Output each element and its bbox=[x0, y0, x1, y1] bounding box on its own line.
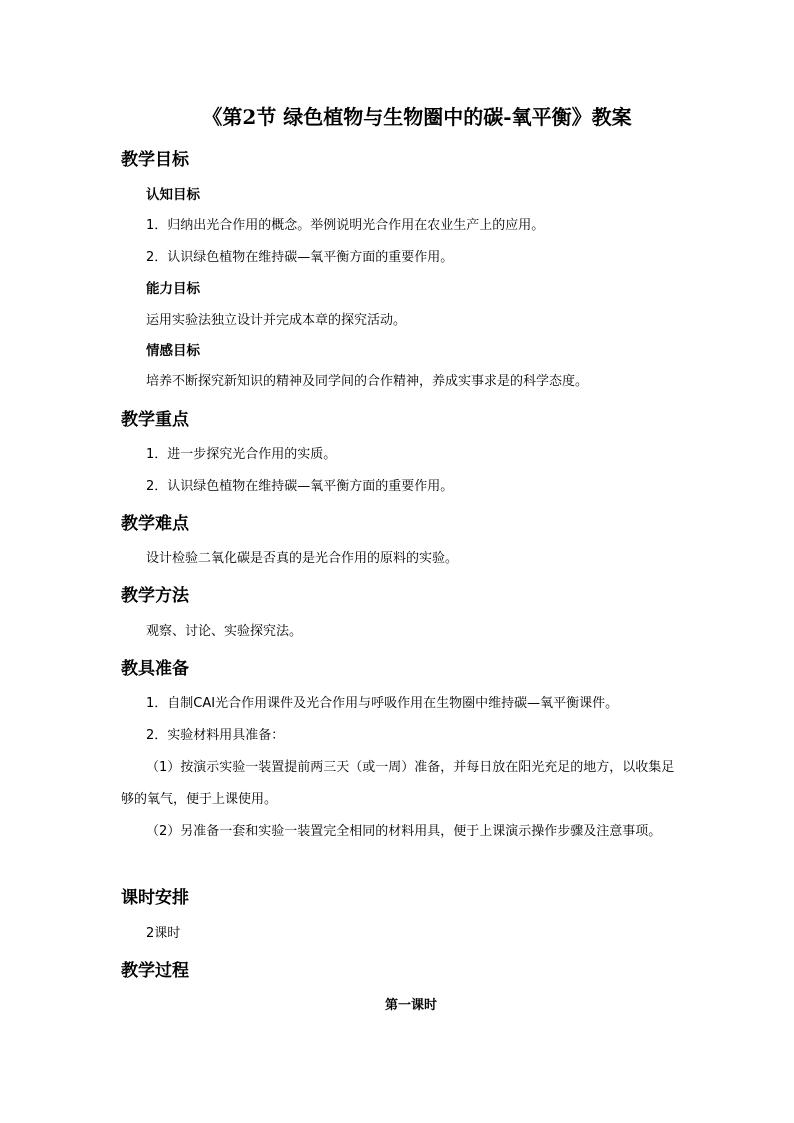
first-lesson-title: 第一课时 bbox=[384, 998, 437, 1013]
materials-item-2: 2．实验材料用具准备： bbox=[146, 728, 285, 743]
emotion-text: 培养不断探究新知识的精神及同学间的合作精神，养成实事求是的科学态度。 bbox=[146, 374, 589, 389]
subheading-cognitive: 认知目标 bbox=[146, 187, 200, 203]
heading-process: 教学过程 bbox=[121, 961, 189, 981]
ability-text: 运用实验法独立设计并完成本章的探究活动。 bbox=[146, 313, 407, 328]
heading-methods: 教学方法 bbox=[121, 586, 189, 606]
schedule-text: 2课时 bbox=[146, 926, 181, 941]
cognitive-item-2: 2．认识绿色植物在维持碳—氧平衡方面的重要作用。 bbox=[146, 250, 454, 265]
materials-item-1: 1．自制CAI光合作用课件及光合作用与呼吸作用在生物圈中维持碳—氧平衡课件。 bbox=[146, 696, 619, 711]
document-title: 《第2节 绿色植物与生物圈中的碳-氧平衡》教案 bbox=[202, 105, 632, 129]
key-point-2: 2．认识绿色植物在维持碳—氧平衡方面的重要作用。 bbox=[146, 479, 454, 494]
subheading-emotion: 情感目标 bbox=[146, 343, 200, 359]
heading-difficulties: 教学难点 bbox=[121, 514, 189, 534]
heading-materials: 教具准备 bbox=[121, 659, 189, 679]
subheading-ability: 能力目标 bbox=[146, 281, 200, 297]
methods-text: 观察、讨论、实验探究法。 bbox=[146, 624, 303, 639]
heading-schedule: 课时安排 bbox=[121, 888, 189, 908]
cognitive-item-1: 1．归纳出光合作用的概念。举例说明光合作用在农业生产上的应用。 bbox=[146, 218, 545, 233]
difficulties-text: 设计检验二氧化碳是否真的是光合作用的原料的实验。 bbox=[146, 551, 459, 566]
heading-key-points: 教学重点 bbox=[121, 410, 189, 430]
materials-sub-item-2: （2）另准备一套和实验一装置完全相同的材料用具，便于上课演示操作步骤及注意事项。 bbox=[146, 824, 662, 839]
heading-objectives: 教学目标 bbox=[121, 150, 189, 170]
materials-sub-item-1: （1）按演示实验一装置提前两三天（或一周）准备，并每日放在阳光充足的地方，以收集足够的氧气，便于上课使用。 bbox=[121, 760, 675, 807]
key-point-1: 1．进一步探究光合作用的实质。 bbox=[146, 447, 337, 462]
